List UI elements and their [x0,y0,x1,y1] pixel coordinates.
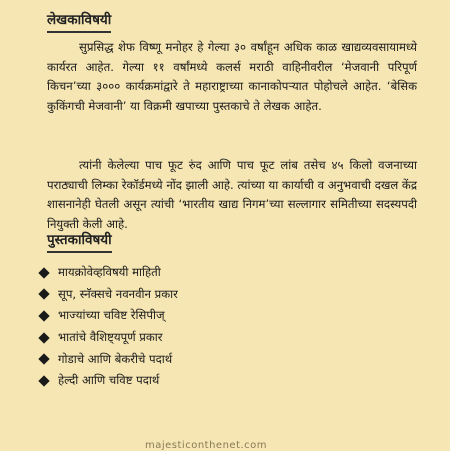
watermark-url: majesticonthenet.com [145,440,268,451]
book-section-heading: पुस्तकाविषयी [47,232,112,253]
list-item-text: भातांचे वैशिष्ट्यपूर्ण प्रकार [58,330,163,345]
diamond-bullet-icon [38,375,49,386]
list-item-text: मायक्रोवेव्हविषयी माहिती [58,265,161,280]
author-section-heading: लेखकाविषयी [47,12,111,33]
list-item [40,284,178,306]
list-item-text: गोडाचे आणि बेकरीचे पदार्थ [58,351,173,366]
list-item [40,370,178,392]
diamond-bullet-icon [38,289,49,300]
author-paragraph-2: त्यांनी केलेल्या पाच फूट रुंद आणि पाच फूट लांब तसेच ४५ किलो वजनाच्या पराठ्याची लिम्का रेकॉर्डमध्ये नोंद झाली आहे. त्यांच्या या कार्याची व अनुभवाची दखल केंद्र शासनानेही घेतली असून त्यांची ‘भारतीय खाद्य निगम’च्या सल्लागार समितीच्या सदस्यपदी नियुक्ती केली आहे. [47,158,417,231]
list-item [40,327,178,349]
author-paragraph-1: सुप्रसिद्ध शेफ विष्णू मनोहर हे गेल्या ३० वर्षांहून अधिक काळ खाद्यव्यवसायामध्ये कार्यरत आहेत. गेल्या ११ वर्षांमध्ये कलर्स मराठी वाहिनीवरील ‘मेजवानी परिपूर्ण किचन’च्या ३००० कार्यक्रमांद्वारे ते महाराष्ट्राच्या कानाकोपऱ्यात पोहोचले आहेत. ‘बेसिक कुकिंगची मेजवानी’ या विक्रमी खपाच्या पुस्तकाचे ते लेखक आहेत. [47,40,417,113]
list-item-text: हेल्दी आणि चविष्ट पदार्थ [58,373,160,388]
list-item [40,305,178,327]
list-item-text: भाज्यांच्या चविष्ट रेसिपीज् [58,308,165,323]
diamond-bullet-icon [38,310,49,321]
diamond-bullet-icon [38,267,49,278]
diamond-bullet-icon [38,354,49,365]
list-item-text: सूप, स्नॅक्सचे नवनवीन प्रकार [58,286,178,301]
book-features-list [40,262,178,392]
list-item [40,262,178,284]
diamond-bullet-icon [38,332,49,343]
list-item [40,348,178,370]
